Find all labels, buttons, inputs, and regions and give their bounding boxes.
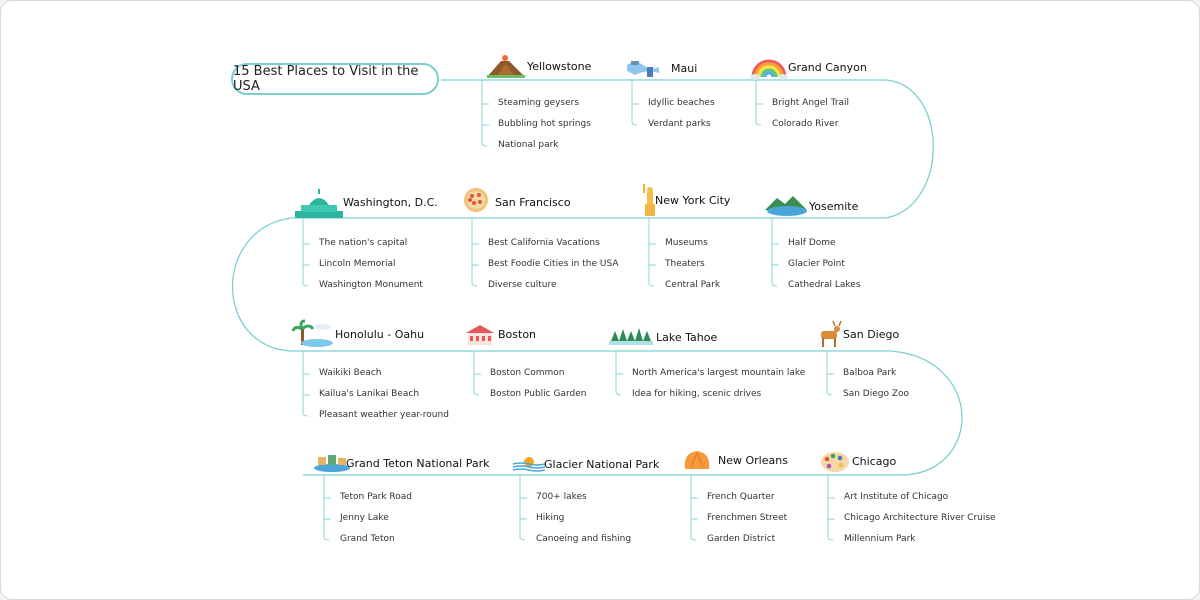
subtopic-item[interactable]: Boston Public Garden <box>490 389 587 399</box>
palm-beach-icon <box>293 321 333 347</box>
townhouse-icon <box>466 325 494 345</box>
palette-icon <box>821 452 849 472</box>
subtopic-item[interactable]: Diverse culture <box>488 280 557 290</box>
subtopic-item[interactable]: Kailua's Lanikai Beach <box>319 389 420 399</box>
topic-branch-line <box>472 218 477 286</box>
subtopic-item[interactable]: Balboa Park <box>843 368 897 378</box>
subtopic-item[interactable]: Pleasant weather year-round <box>319 410 449 420</box>
subtopic-item[interactable]: The nation's capital <box>319 238 408 248</box>
topic-branch-line <box>474 351 479 395</box>
topic-label[interactable]: San Diego <box>843 328 900 341</box>
subtopic-item[interactable]: Bright Angel Trail <box>772 98 850 108</box>
topic-label[interactable]: Honolulu - Oahu <box>335 328 425 341</box>
topic-label[interactable]: New York City <box>655 194 731 207</box>
topic-branch-line <box>303 351 308 416</box>
topic-branch-line <box>772 218 777 286</box>
subtopic-item[interactable]: Boston Common <box>490 368 565 378</box>
topic-branch-line <box>616 351 621 395</box>
subtopic-item[interactable]: Steaming geysers <box>498 98 580 108</box>
subtopic-item[interactable]: Waikiki Beach <box>319 368 382 378</box>
subtopic-item[interactable]: Lincoln Memorial <box>319 259 396 269</box>
subtopic-item[interactable]: Chicago Architecture River Cruise <box>844 513 996 523</box>
topic-label[interactable]: Yellowstone <box>527 60 592 73</box>
subtopic-item[interactable]: Jenny Lake <box>340 513 389 523</box>
topic-label[interactable]: Chicago <box>852 455 897 468</box>
topic-branch-line <box>482 80 487 146</box>
subtopic-item[interactable]: Canoeing and fishing <box>536 534 632 544</box>
subtopic-item[interactable]: Idea for hiking, scenic drives <box>632 389 762 399</box>
subtopic-item[interactable]: Hiking <box>536 513 565 523</box>
shell-icon <box>685 451 710 469</box>
subtopic-item[interactable]: Art Institute of Chicago <box>844 492 949 502</box>
village-icon <box>314 455 350 472</box>
topic-branch-line <box>827 351 832 395</box>
topic-label[interactable]: San Francisco <box>495 196 571 209</box>
subtopic-item[interactable]: Glacier Point <box>788 259 845 269</box>
statue-of-liberty-icon <box>643 184 655 216</box>
topic-label[interactable]: New Orleans <box>718 454 788 467</box>
topic-label[interactable]: Grand Teton National Park <box>346 457 490 470</box>
lake-mountain-icon <box>765 196 807 216</box>
topic-label[interactable]: Boston <box>498 328 537 341</box>
topic-label[interactable]: Grand Canyon <box>788 61 867 74</box>
subtopic-item[interactable]: Idyllic beaches <box>648 98 715 108</box>
rainbow-icon <box>750 61 788 80</box>
subtopic-item[interactable]: Half Dome <box>788 238 836 248</box>
topic-branch-line <box>828 475 833 540</box>
topic-label[interactable]: Washington, D.C. <box>343 196 438 209</box>
volcano-icon <box>487 55 525 78</box>
sunset-water-icon <box>513 457 545 471</box>
subtopic-item[interactable]: North America's largest mountain lake <box>632 368 806 378</box>
subtopic-item[interactable]: Bubbling hot springs <box>498 119 591 129</box>
waterfall-icon <box>627 61 659 77</box>
subtopic-item[interactable]: Best California Vacations <box>488 238 600 248</box>
root-title[interactable]: 15 Best Places to Visit in the USA <box>231 63 439 95</box>
topic-label[interactable]: Lake Tahoe <box>656 331 718 344</box>
subtopic-item[interactable]: Grand Teton <box>340 534 395 544</box>
subtopic-item[interactable]: Museums <box>665 238 708 248</box>
topic-branch-line <box>649 218 654 286</box>
topic-branch-line <box>303 218 308 286</box>
timeline-connector <box>1 1 1199 599</box>
subtopic-item[interactable]: Washington Monument <box>319 280 423 290</box>
topic-label[interactable]: Glacier National Park <box>544 458 660 471</box>
topic-label[interactable]: Yosemite <box>809 200 859 213</box>
subtopic-item[interactable]: Frenchmen Street <box>707 513 788 523</box>
subtopic-item[interactable]: National park <box>498 140 559 150</box>
subtopic-item[interactable]: Teton Park Road <box>340 492 412 502</box>
pizza-icon <box>464 188 488 212</box>
subtopic-item[interactable]: Millennium Park <box>844 534 916 544</box>
topic-branch-line <box>520 475 525 540</box>
subtopic-item[interactable]: Verdant parks <box>648 119 711 129</box>
subtopic-item[interactable]: French Quarter <box>707 492 775 502</box>
subtopic-item[interactable]: Best Foodie Cities in the USA <box>488 259 619 269</box>
topic-branch-line <box>756 80 761 125</box>
forest-lake-icon <box>609 328 653 345</box>
topic-branch-line <box>324 475 329 540</box>
topic-branch-line <box>691 475 696 540</box>
subtopic-item[interactable]: Theaters <box>665 259 705 269</box>
subtopic-item[interactable]: Central Park <box>665 280 721 290</box>
deer-icon <box>821 321 841 347</box>
capitol-icon <box>295 189 343 218</box>
subtopic-item[interactable]: Cathedral Lakes <box>788 280 861 290</box>
subtopic-item[interactable]: Colorado River <box>772 119 839 129</box>
subtopic-item[interactable]: Garden District <box>707 534 776 544</box>
subtopic-item[interactable]: San Diego Zoo <box>843 389 910 399</box>
topic-branch-line <box>632 80 637 125</box>
subtopic-item[interactable]: 700+ lakes <box>536 492 587 502</box>
topic-label[interactable]: Maui <box>671 62 698 75</box>
